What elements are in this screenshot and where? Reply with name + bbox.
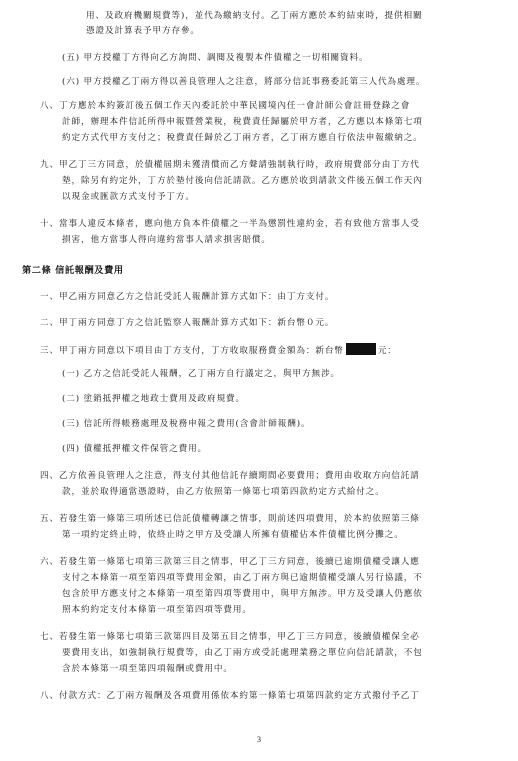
- page-number: 3: [257, 735, 261, 744]
- section2-item-3-suffix: 元：: [377, 346, 397, 356]
- section2-clause-6-line-2: 支付之本條第一項至第四項等費用金額，由乙丁兩方與已逾期債權受讓人另行協議，不: [62, 573, 423, 583]
- section2-clause-7-line-1: 七、若發生第一條第七項第三款第四目及第五目之情事，甲乙丁三方同意，後續債權保全必: [40, 632, 420, 642]
- clause-10-line-1: 十、當事人違反本條者，應向他方負本件債權之一半為懲罰性違約金，若有致他方當事人受: [40, 219, 420, 229]
- clause-9-line-3: 以現金或匯款方式支付予丁方。: [62, 192, 195, 202]
- paragraph-continuation-line-1: 用、及政府機關規費等)，並代為繳納支付。乙丁兩方應於本約結束時，提供相關: [86, 11, 423, 21]
- section2-clause-6-line-4: 照本約約定支付本條第一項至第四項等費用。: [62, 605, 252, 615]
- section2-clause-8: 八、付款方式：乙丁兩方報酬及各項費用係依本約第一條第七項第四款約定方式撥付予乙丁: [40, 691, 420, 701]
- section2-item-3-sub-2: (二) 塗銷抵押權之地政士費用及政府規費。: [62, 394, 246, 404]
- section2-clause-5-line-2: 第一項約定終止時，依終止時之甲方及受讓人所擁有債權佔本件債權比例分攤之。: [62, 530, 404, 540]
- section-heading: 第二條 信託報酬及費用: [22, 265, 124, 276]
- section2-clause-6-line-3: 包含於甲方應支付之本條第一項至第四項等費用中，與甲方無涉。甲方及受讓人仍應依: [62, 589, 423, 599]
- section2-item-3-prefix: 三、甲丁兩方同意以下項目由丁方支付，丁方收取服務費金額為：新台幣: [40, 346, 344, 356]
- section2-clause-5-line-1: 五、若發生第一條第三項所述已信託債權轉讓之情事，則前述四項費用，於本約依照第三條: [40, 514, 420, 524]
- section2-item-3: [40, 343, 397, 358]
- list-item-6: (六) 甲方授權乙丁兩方得以善良管理人之注意，將部分信託事務委託第三人代為處理。: [62, 77, 426, 87]
- section2-clause-4-line-2: 款，並於取得適當憑證時，由乙方依照第一條第七項第四款約定方式給付之。: [62, 487, 385, 497]
- clause-8-line-1: 八、丁方應於本約簽訂後五個工作天內委託於中華民國境內任一會計師公會註冊登錄之會: [40, 101, 411, 111]
- clause-8-line-2: 計師，辦理本件信託所得申報暨營業稅，稅費責任歸屬於甲方者，乙方應以本條第七項: [62, 117, 423, 127]
- clause-9-line-2: 墊，除另有約定外，丁方於墊付後向信託請款。乙方應於收到請款文件後五個工作天內: [62, 176, 423, 186]
- clause-10-line-2: 損害，他方當事人得向違約當事人請求損害賠償。: [62, 235, 271, 245]
- section2-item-1: 一、甲乙兩方同意乙方之信託受託人報酬計算方式如下：由丁方支付。: [40, 292, 335, 302]
- section2-clause-7-line-2: 要費用支出，如強制執行規費等，由乙丁兩方或受託處理業務之單位向信託請款，不包: [62, 648, 423, 658]
- section2-clause-6-line-1: 六、若發生第一條第七項第三款第三目之情事，甲乙丁三方同意，後續已逾期債權受讓人應: [40, 557, 420, 567]
- redacted-amount: [346, 343, 376, 355]
- section2-item-3-sub-4: (四) 債權抵押權文件保管之費用。: [62, 444, 208, 454]
- section2-clause-7-line-3: 含於本條第一項至第四項報酬或費用中。: [62, 664, 233, 674]
- clause-9-line-1: 九、甲乙丁三方同意，於債權屆期未獲清償而乙方聲請強制執行時，政府規費部分由丁方代: [40, 160, 420, 170]
- section2-item-3-sub-1: (一) 乙方之信託受託人報酬，乙丁兩方自行議定之，與甲方無涉。: [62, 369, 340, 379]
- section2-clause-4-line-1: 四、乙方依善良管理人之注意，得支付其他信託存續期間必要費用；費用由收取方向信託請: [40, 471, 420, 481]
- section2-item-3-sub-3: (三) 信託所得帳務處理及稅務申報之費用(含會計師報酬)。: [62, 419, 311, 429]
- paragraph-continuation-line-2: 憑證及計算表予甲方存參。: [86, 26, 200, 36]
- clause-8-line-3: 約定方式代甲方支付之；稅費責任歸於乙丁兩方者，乙丁兩方應自行依法申報繳納之。: [62, 133, 423, 143]
- section2-item-2: 二、甲丁兩方同意丁方之信託監察人報酬計算方式如下：新台幣０元。: [40, 318, 335, 328]
- list-item-5: (五) 甲方授權丁方得向乙方詢問、調閱及複製本件債權之一切相關資料。: [62, 53, 369, 63]
